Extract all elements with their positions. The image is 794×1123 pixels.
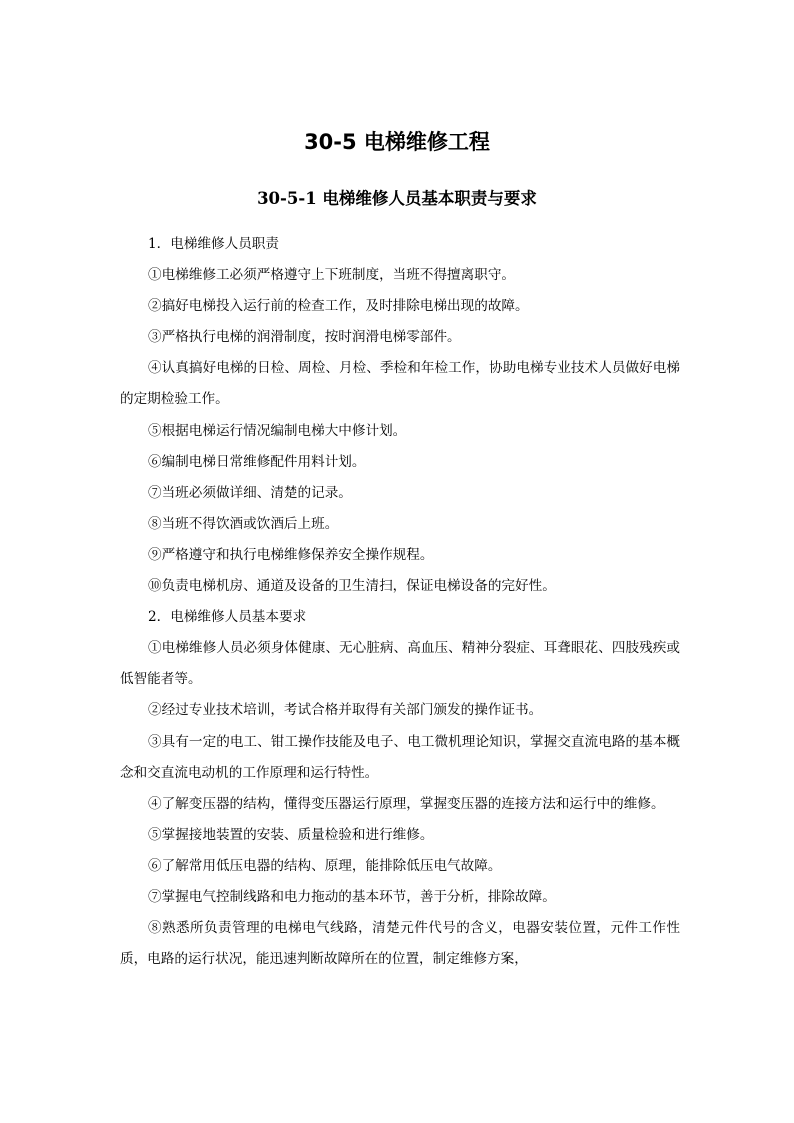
heading-duties: 1．电梯维修人员职责 [148, 236, 279, 252]
requirement-item-3: ③具有一定的电工、钳工操作技能及电子、电工微机理论知识，掌握交直流电路的基本概念和交直流电动机的工作原理和运行特性。 [120, 733, 680, 781]
duty-item-1: ①电梯维修工必须严格遵守上下班制度，当班不得擅离职守。 [148, 267, 516, 284]
requirement-item-2: ②经过专业技术培训，考试合格并取得有关部门颁发的操作证书。 [148, 702, 543, 719]
duty-item-9: ⑨严格遵守和执行电梯维修保养安全操作规程。 [148, 546, 434, 563]
duty-item-2: ②搞好电梯投入运行前的检查工作，及时排除电梯出现的故障。 [148, 298, 529, 315]
duty-item-4: ④认真搞好电梯的日检、周检、月检、季检和年检工作，协助电梯专业技术人员做好电梯的定期检验工作。 [120, 360, 680, 408]
duty-item-5: ⑤根据电梯运行情况编制电梯大中修计划。 [148, 422, 407, 439]
requirement-item-6: ⑥了解常用低压电器的结构、原理，能排除低压电气故障。 [148, 857, 502, 874]
requirement-item-5: ⑤掌握接地装置的安装、质量检验和进行维修。 [148, 826, 434, 843]
section-title: 30-5-1 电梯维修人员基本职责与要求 [257, 189, 537, 208]
requirement-item-1: ①电梯维修人员必须身体健康、无心脏病、高血压、精神分裂症、耳聋眼花、四肢残疾或低智能者等。 [120, 640, 680, 688]
duty-item-7: ⑦当班必须做详细、清楚的记录。 [148, 484, 352, 501]
duty-item-10: ⑩负责电梯机房、通道及设备的卫生清扫，保证电梯设备的完好性。 [148, 578, 556, 595]
page-title: 30-5 电梯维修工程 [304, 130, 490, 154]
requirement-item-8: ⑧熟悉所负责管理的电梯电气线路，清楚元件代号的含义，电器安装位置，元件工作性质，电路的运行状况，能迅速判断故障所在的位置，制定维修方案， [120, 920, 680, 968]
requirement-item-4: ④了解变压器的结构，懂得变压器运行原理，掌握变压器的连接方法和运行中的维修。 [148, 795, 665, 812]
duty-item-3: ③严格执行电梯的润滑制度，按时润滑电梯零部件。 [148, 329, 461, 346]
requirement-item-7: ⑦掌握电气控制线路和电力拖动的基本环节，善于分析，排除故障。 [148, 888, 556, 905]
heading-requirements: 2．电梯维修人员基本要求 [148, 609, 307, 626]
duty-item-6: ⑥编制电梯日常维修配件用料计划。 [148, 453, 366, 470]
duty-item-8: ⑧当班不得饮酒或饮酒后上班。 [148, 515, 339, 532]
document-body [120, 229, 680, 975]
